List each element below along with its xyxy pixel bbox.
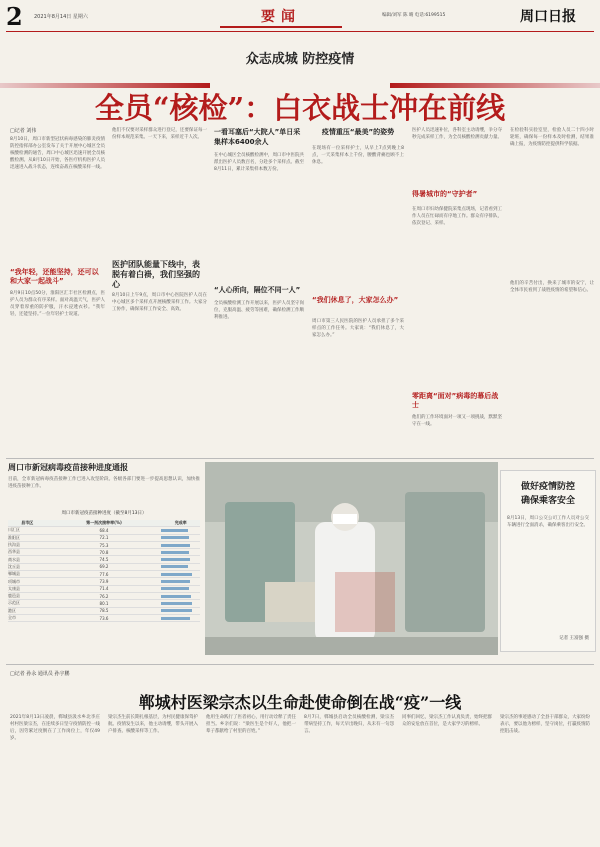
progress-cell [161, 585, 200, 592]
main-headline: 全员“核检”：白衣战士冲在前线 [94, 91, 506, 125]
article-text: 他们的工作环境面对一项又一项挑战，默默坚守在一线。 [412, 415, 502, 427]
article-text: 医护人员迅速补位，各科室主动请缨，争分夺秒完成采样工作，为全员核酸检测贡献力量。 [412, 128, 502, 140]
progress-bar [161, 565, 188, 568]
subheading: 零距离“面对”病毒的幕后战士 [412, 392, 499, 409]
article-text: 他们不仅要对采样群众进行登记，还要保证每一份样本规范采集。一天下来，采样近千人次。 [112, 128, 207, 140]
table-row [8, 563, 200, 570]
rate-cell: 75.3 [47, 541, 162, 548]
article-text: 他用生命践行了医者初心，用行动诠释了责任担当。乡亲们说：“梁医生是个好人，他把一辈子都献给了村里的百姓。” [206, 715, 296, 734]
section-title: 要闻 [261, 9, 301, 25]
table-row [8, 534, 200, 541]
article-text: 8月9日10点50分，淮阳区汇丰社区检测点，医护人员为群众有序采样。面对高温天气，医护人员穿着厚重的防护服，汗水浸透衣衫。“我年轻，还能坚持。”一位年轻护士说道。 [10, 291, 105, 317]
table-row [8, 556, 200, 563]
table-row [8, 600, 200, 607]
region-cell: 淮阳区 [8, 534, 47, 541]
topic-banner: 众志成城 防控疫情 [245, 52, 355, 67]
region-cell: 鹿邑县 [8, 592, 47, 599]
table-row [8, 541, 200, 548]
progress-cell [161, 592, 200, 599]
progress-cell [161, 549, 200, 556]
region-cell: 川汇区 [8, 527, 47, 534]
progress-cell [161, 556, 200, 563]
masthead [0, 0, 600, 30]
masthead-rule [6, 31, 594, 32]
article-text: 在周口市妇幼保健院采集点现场，记者看到工作人员在忙碌而有序地工作。群众有序排队，依次登记、采样。 [412, 207, 502, 226]
article-text: 他们的辛苦付出，换来了城市的安宁，让全体市民看到了战胜疫情的希望和信心。 [510, 281, 594, 293]
subheading: “我们休息了，大家怎么办” [312, 296, 399, 304]
region-cell: 商水县 [8, 556, 47, 563]
progress-bar [161, 617, 190, 620]
region-cell: 项城市 [8, 578, 47, 585]
column-header: 第一剂次接种率(%) [47, 520, 162, 527]
newspaper-logo: 周口日报 [520, 9, 576, 25]
table-header-row [8, 520, 200, 527]
article-text: 梁宗杰生前长期扎根基层，为村民健康保驾护航。疫情发生以来，他主动请缨，带头开展入户排查、核酸采样等工作。 [108, 715, 198, 734]
subheading: 医护团队能量下线中，表脱有着白褂，我们坚强的心 [112, 260, 200, 289]
progress-cell [161, 578, 200, 585]
article-text: 8月10日上午9点，周口市中心医院医护人员在中心城区多个采样点开展核酸采样工作。大家分工协作，确保采样工作安全、高效。 [112, 293, 207, 312]
rate-cell: 73.9 [47, 578, 162, 585]
photo-credit: 记者 王富强 摄 [559, 636, 589, 641]
table-title: 周口市新冠病毒疫苗接种进度通报 [8, 462, 128, 472]
table-row [8, 527, 200, 534]
progress-cell [161, 600, 200, 607]
progress-bar [161, 609, 192, 612]
rate-cell: 71.4 [47, 585, 162, 592]
article-text: 2021年8月13日凌晨，郸城县汲水乡北李庄村村医梁宗杰，在连续多日坚守疫情防控一线后，因劳累过度倒在了工作岗位上，年仅49岁。 [10, 715, 100, 741]
progress-bar [161, 544, 190, 547]
region-cell: 郸城县 [8, 571, 47, 578]
article-text: 8月10日，周口市新型冠状病毒感染的肺炎疫情防控指挥部办公室发布了关于开展中心城区全员核酸检测的通告，周口中心城区迅速开展全员核酸检测。从8月10日开始，各医疗机构医护人员迅速进入战斗状态，连续奋战在核酸采样一线。 [10, 137, 105, 170]
table-row [8, 614, 200, 621]
article-text: 在现场有一位采样护士，从早上7点到晚上8点，一天采集样本上千份，腰酸背痛也顾不上休息。 [312, 146, 404, 165]
progress-cell [161, 614, 200, 621]
article-text: 在检验科实验室里，检验人员二十四小时轮班，确保每一份样本及时检测，结果准确上报，为疫情防控提供科学依据。 [510, 128, 594, 147]
section-header [220, 4, 342, 28]
issue-date: 2021年8月14日 星期六 [34, 14, 88, 20]
news-photo [205, 462, 498, 655]
region-cell: 全市 [8, 614, 47, 621]
table-body [8, 527, 200, 622]
article-text: 同事们回忆，梁宗杰工作认真负责，始终把群众的安危放在首位，是大家学习的榜样。 [402, 715, 492, 727]
rate-cell: 73.6 [47, 614, 162, 621]
progress-bar [161, 529, 187, 532]
photo-caption: 8月13日，周口公交公司工作人员对公交车辆进行全面消杀，确保乘客出行安全。 [507, 516, 589, 528]
progress-cell [161, 563, 200, 570]
table-row [8, 549, 200, 556]
table-row [8, 578, 200, 585]
region-cell: 扶沟县 [8, 541, 47, 548]
article-text: 在中心城区全员核酸检测中，周口市中医院共派出医护人员数百名，分赴多个采样点。截至8月11日，累计采集样本数万份。 [214, 153, 304, 172]
section-divider [6, 458, 594, 459]
byline: □记者 刘伟 [10, 128, 37, 134]
byline: □记者 孙永 通讯员 孙宇鹏 [10, 671, 70, 677]
subheading: 一看耳塞后“大院人”单日采集样本6400余人 [214, 128, 301, 146]
progress-cell [161, 527, 200, 534]
table-intro: 目前，全市新冠病毒疫苗接种工作已进入攻坚阶段。各级各部门要进一步提高思想认识，加快推进疫苗接种工作。 [8, 477, 200, 489]
table-row [8, 571, 200, 578]
subheading: “人心所向，隔位不同一人” [214, 286, 301, 294]
rate-cell: 76.2 [47, 592, 162, 599]
progress-bar [161, 536, 189, 539]
rate-cell: 74.5 [47, 556, 162, 563]
rate-cell: 78.5 [47, 607, 162, 614]
photo-illustration [205, 462, 498, 655]
region-cell: 港区 [8, 607, 47, 614]
progress-bar [161, 558, 190, 561]
subheading: 疫情重压“最美”的姿势 [321, 128, 395, 136]
bottom-headline: 郸城村医梁宗杰以生命赴使命倒在战“疫”一线 [138, 693, 462, 712]
subheading: “我年轻，还能坚持，还可以和大家一起战斗” [10, 268, 99, 285]
article-text: 梁宗杰的事迹感动了全县干部群众，大家纷纷表示，要以他为榜样，坚守岗位，打赢疫情防控阻击战。 [500, 715, 590, 734]
progress-cell [161, 534, 200, 541]
article-text: 周口市第三人民医院的医护人员承担了多个采样点的工作任务。大家说：“我们休息了，大家怎么办。” [312, 319, 404, 338]
subheading: 得暑城市的“守护者” [412, 190, 478, 198]
table-row [8, 585, 200, 592]
column-header: 完成率 [161, 520, 200, 527]
table-row [8, 592, 200, 599]
progress-bar [161, 551, 188, 554]
rate-cell: 68.4 [47, 527, 162, 534]
region-cell: 西华县 [8, 549, 47, 556]
rate-cell: 77.6 [47, 571, 162, 578]
rate-cell: 69.2 [47, 563, 162, 570]
editor-line: 编辑/刘军 陈 晴 电话:6199515 [382, 13, 446, 18]
progress-cell [161, 607, 200, 614]
progress-bar [161, 595, 190, 598]
page-number: 2 [6, 2, 23, 31]
progress-cell [161, 541, 200, 548]
photo-caption-box [500, 470, 596, 652]
progress-bar [161, 580, 190, 583]
column-header: 县市区 [8, 520, 47, 527]
progress-cell [161, 571, 200, 578]
rate-cell: 80.1 [47, 600, 162, 607]
table-row [8, 607, 200, 614]
region-cell: 沈丘县 [8, 563, 47, 570]
progress-bar [161, 587, 188, 590]
article-text: 8月7日，郸城县启动全员核酸检测，梁宗杰带病坚持工作，每天早出晚归，从未有一句怨言。 [304, 715, 394, 734]
rate-cell: 70.8 [47, 549, 162, 556]
article-text: 全员核酸检测工作开展以来，医护人员坚守岗位，克服高温、疲劳等困难，确保检测工作顺利推进。 [214, 301, 304, 320]
caption-title-1: 做好疫情防控 [520, 482, 575, 492]
region-cell: 示范区 [8, 600, 47, 607]
region-cell: 太康县 [8, 585, 47, 592]
caption-title-2: 确保乘客安全 [520, 496, 575, 506]
vaccination-table [8, 520, 200, 622]
progress-bar [161, 573, 191, 576]
table-subtitle: 周口市新冠疫苗接种进度（截至8月13日） [61, 511, 147, 516]
section-divider [6, 664, 594, 665]
rate-cell: 72.1 [47, 534, 162, 541]
progress-bar [161, 602, 192, 605]
